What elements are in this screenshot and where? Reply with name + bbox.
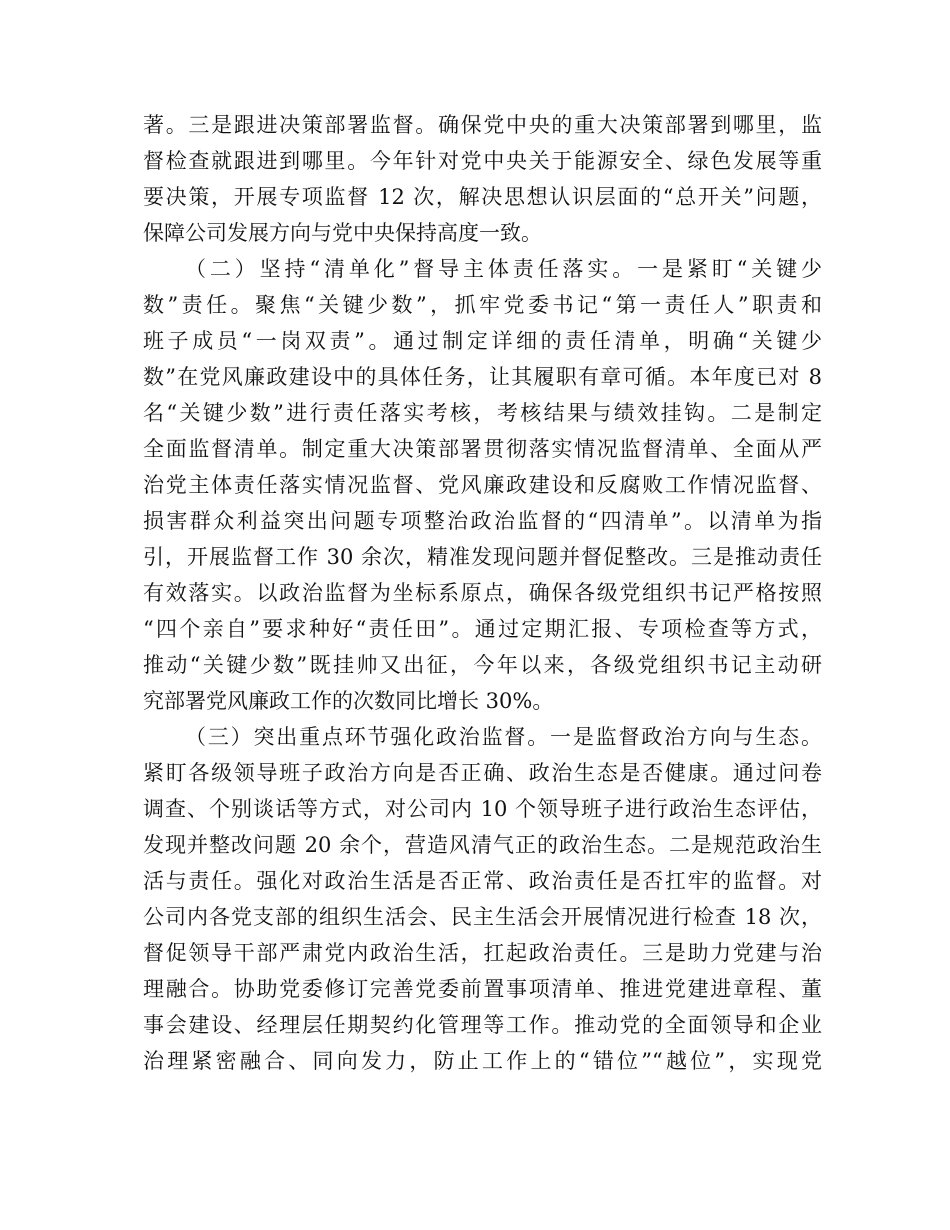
text-line: 发现并整改问题 20 余个，营造风清气正的政治生态。二是规范政治生 [143,833,822,857]
document-body [143,107,822,1079]
text-line: 督促领导干部严肃党内政治生活，扛起政治责任。三是助力党建与治 [143,941,822,965]
text-line: 活与责任。强化对政治生活是否正常、政治责任是否扛牢的监督。对 [143,869,822,893]
text-line: 理融合。协助党委修订完善党委前置事项清单、推进党建进章程、董 [143,977,822,1001]
text-line: 数”责任。聚焦“关键少数”，抓牢党委书记“第一责任人”职责和 [143,293,822,317]
text-line: 保障公司发展方向与党中央保持高度一致。 [143,221,542,245]
text-line: 事会建设、经理层任期契约化管理等工作。推动党的全面领导和企业 [143,1013,822,1037]
text-line: 推动“关键少数”既挂帅又出征，今年以来，各级党组织书记主动研 [143,653,822,677]
text-line: 数”在党风廉政建设中的具体任务，让其履职有章可循。本年度已对 8 [143,365,822,389]
text-line: 治党主体责任落实情况监督、党风廉政建设和反腐败工作情况监督、 [143,473,822,497]
text-line: 紧盯各级领导班子政治方向是否正确、政治生态是否健康。通过问卷 [143,761,822,785]
text-line: 班子成员“一岗双责”。通过制定详细的责任清单，明确“关键少 [143,329,822,353]
text-line: 全面监督清单。制定重大决策部署贯彻落实情况监督清单、全面从严 [143,437,822,461]
text-line: 有效落实。以政治监督为坐标系原点，确保各级党组织书记严格按照 [143,581,822,605]
text-line: 要决策，开展专项监督 12 次，解决思想认识层面的“总开关”问题， [143,185,822,209]
text-line: （二）坚持“清单化”督导主体责任落实。一是紧盯“关键少 [185,257,822,281]
text-line: 督检查就跟进到哪里。今年针对党中央关于能源安全、绿色发展等重 [143,149,822,173]
text-line: 著。三是跟进决策部署监督。确保党中央的重大决策部署到哪里，监 [143,113,822,137]
text-line: 名“关键少数”进行责任落实考核，考核结果与绩效挂钩。二是制定 [143,401,822,425]
text-line: 公司内各党支部的组织生活会、民主生活会开展情况进行检查 18 次， [143,905,822,929]
text-line: 损害群众利益突出问题专项整治政治监督的“四清单”。以清单为指 [143,509,822,533]
text-line: 究部署党风廉政工作的次数同比增长 30%。 [143,689,554,713]
text-line: “四个亲自”要求种好“责任田”。通过定期汇报、专项检查等方式， [143,617,822,641]
text-line: 治理紧密融合、同向发力，防止工作上的“错位”“越位”，实现党 [143,1049,822,1073]
text-line: 调查、个别谈话等方式，对公司内 10 个领导班子进行政治生态评估， [143,797,822,821]
text-line: （三）突出重点环节强化政治监督。一是监督政治方向与生态。 [185,725,822,749]
text-line: 引，开展监督工作 30 余次，精准发现问题并督促整改。三是推动责任 [143,545,822,569]
